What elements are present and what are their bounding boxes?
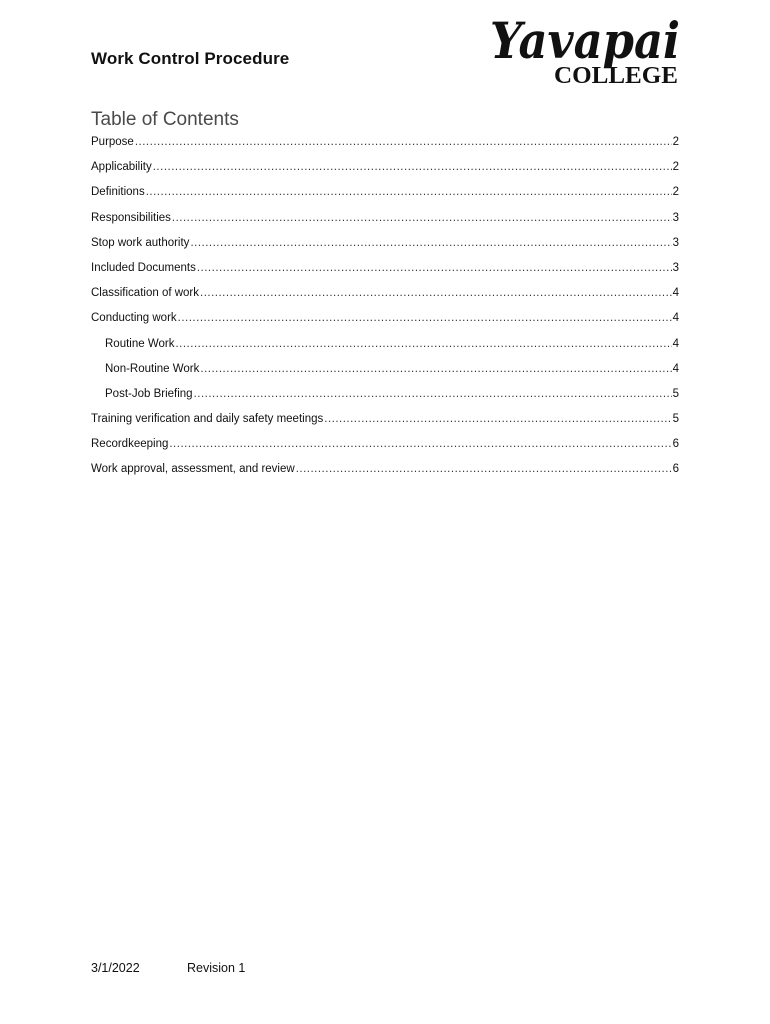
toc-entry-page-number: 6: [672, 463, 679, 476]
toc-entry[interactable]: [91, 287, 679, 312]
toc-dot-leader: [172, 212, 672, 224]
toc-dot-leader: [190, 237, 671, 249]
toc-entry-label: Definitions: [91, 186, 145, 199]
toc-entry-label: Conducting work: [91, 312, 177, 325]
table-of-contents: [91, 136, 679, 489]
toc-dot-leader: [324, 413, 671, 425]
toc-entry-page-number: 4: [672, 312, 679, 325]
toc-entry-page-number: 2: [672, 186, 679, 199]
toc-dot-leader: [200, 363, 671, 375]
toc-entry[interactable]: [91, 186, 679, 211]
toc-entry[interactable]: [91, 363, 679, 388]
toc-entry[interactable]: [91, 388, 679, 413]
toc-entry[interactable]: [91, 312, 679, 337]
toc-entry-label: Routine Work: [105, 337, 175, 350]
toc-entry-label: Recordkeeping: [91, 438, 169, 451]
toc-dot-leader: [197, 262, 672, 274]
toc-dot-leader: [178, 312, 672, 324]
toc-dot-leader: [296, 463, 672, 475]
logo-wordmark: Yavapai: [490, 12, 680, 70]
yavapai-college-logo: [488, 12, 684, 88]
toc-entry[interactable]: [91, 262, 679, 287]
toc-dot-leader: [200, 287, 672, 299]
toc-entry-label: Responsibilities: [91, 211, 171, 224]
toc-dot-leader: [153, 161, 672, 173]
toc-entry-label: Applicability: [91, 161, 152, 174]
toc-entry-page-number: 5: [672, 413, 679, 426]
toc-entry-page-number: 3: [672, 261, 679, 274]
toc-entry[interactable]: [91, 413, 679, 438]
toc-entry[interactable]: [91, 338, 679, 363]
toc-entry-page-number: 2: [672, 136, 679, 148]
toc-entry[interactable]: [91, 237, 679, 262]
toc-entry-page-number: 5: [672, 387, 679, 400]
footer-revision: Revision 1: [187, 961, 246, 975]
toc-entry-label: Purpose: [91, 136, 134, 148]
toc-entry-page-number: 4: [672, 337, 679, 350]
toc-entry-page-number: 6: [672, 438, 679, 451]
toc-entry-page-number: 2: [672, 161, 679, 174]
toc-entry-page-number: 4: [672, 287, 679, 300]
logo-subtitle: COLLEGE: [554, 63, 678, 88]
toc-entry[interactable]: [91, 136, 679, 161]
toc-entry-label: Training verification and daily safety meetings: [91, 413, 324, 426]
toc-entry-label: Non-Routine Work: [105, 362, 200, 375]
footer-date: 3/1/2022: [91, 961, 140, 975]
toc-entry-page-number: 3: [672, 211, 679, 224]
toc-dot-leader: [194, 388, 672, 400]
toc-entry-label: Work approval, assessment, and review: [91, 463, 295, 476]
toc-entry-label: Post-Job Briefing: [105, 387, 193, 400]
toc-dot-leader: [169, 438, 671, 450]
toc-entry[interactable]: [91, 212, 679, 237]
toc-heading: Table of Contents: [91, 109, 239, 130]
toc-entry[interactable]: [91, 161, 679, 186]
toc-entry-label: Classification of work: [91, 287, 200, 300]
toc-entry-page-number: 4: [672, 362, 679, 375]
toc-entry-page-number: 3: [672, 236, 679, 249]
toc-entry-label: Included Documents: [91, 261, 196, 274]
toc-dot-leader: [146, 186, 672, 198]
toc-dot-leader: [135, 136, 672, 148]
toc-entry-label: Stop work authority: [91, 236, 190, 249]
toc-entry[interactable]: [91, 463, 679, 488]
toc-entry[interactable]: [91, 438, 679, 463]
toc-dot-leader: [175, 338, 671, 350]
document-title: Work Control Procedure: [91, 49, 290, 68]
